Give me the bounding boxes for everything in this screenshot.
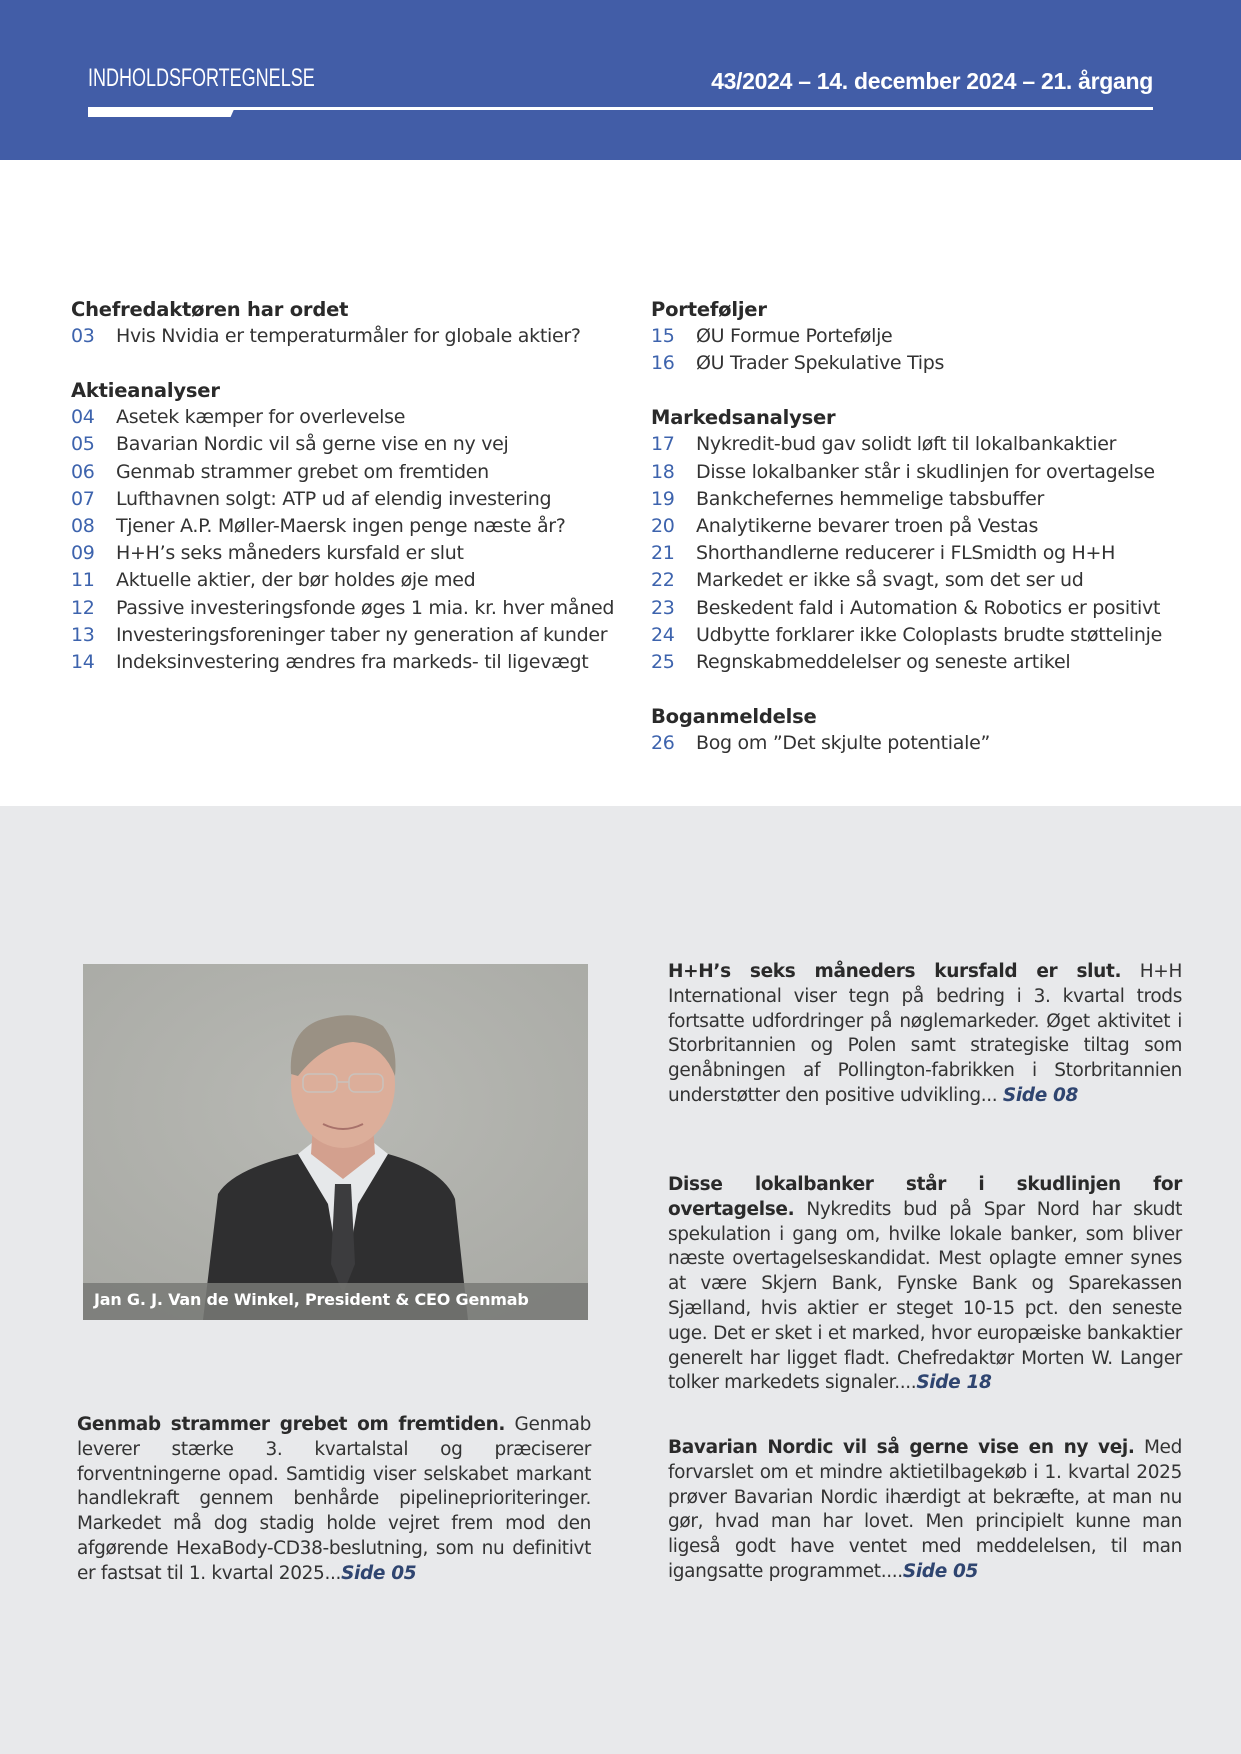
toc-item-title: Passive investeringsfonde øges 1 mia. kr. hver måned — [116, 596, 615, 619]
toc-page-number: 06 — [71, 460, 95, 483]
article-headline: Genmab strammer grebet om fremtiden. — [77, 1414, 506, 1435]
header-divider — [88, 107, 1153, 110]
toc-item[interactable] — [651, 730, 1211, 757]
toc-item[interactable] — [651, 595, 1211, 622]
toc-section-aktieanalyser — [71, 377, 631, 676]
page-reference-link[interactable]: Side 05 — [341, 1562, 417, 1584]
page-reference-link[interactable]: Side 18 — [916, 1372, 992, 1394]
toc-page-number: 09 — [71, 542, 95, 565]
toc-page-number: 07 — [71, 487, 95, 510]
page-title: INDHOLDSFORTEGNELSE — [88, 64, 315, 92]
toc-item[interactable] — [71, 540, 631, 567]
toc-page-number: 19 — [651, 487, 675, 510]
toc-item-title: Tjener A.P. Møller-Maersk ingen penge næste år? — [116, 515, 566, 538]
toc-item-title: Lufthavnen solgt: ATP ud af elendig investering — [116, 487, 552, 510]
toc-item-title: Analytikerne bevarer troen på Vestas — [696, 515, 1039, 538]
page-header — [0, 0, 1241, 160]
toc-item-title: Regnskabmeddelelser og seneste artikel — [696, 651, 1071, 674]
toc-page-number: 18 — [651, 460, 675, 483]
toc-page-number: 13 — [71, 623, 95, 646]
page-reference-link[interactable]: Side 05 — [902, 1560, 979, 1582]
person-portrait-icon — [83, 964, 588, 1320]
toc-item[interactable] — [71, 323, 631, 350]
toc-section-markedsanalyser — [651, 404, 1211, 676]
toc-item[interactable] — [651, 622, 1211, 649]
article-teaser-lokalbanker[interactable] — [668, 1173, 1182, 1396]
toc-page-number: 25 — [651, 651, 675, 674]
toc-item[interactable] — [71, 513, 631, 540]
toc-item[interactable] — [651, 649, 1211, 676]
photo-caption: Jan G. J. Van de Winkel, President & CEO Genmab — [94, 1290, 529, 1309]
toc-right-column — [651, 296, 1211, 784]
toc-page-number: 24 — [651, 623, 675, 646]
toc-item[interactable] — [71, 431, 631, 458]
toc-item-title: Asetek kæmper for overlevelse — [116, 406, 406, 429]
toc-item[interactable] — [651, 323, 1211, 350]
toc-page-number: 21 — [651, 542, 675, 565]
toc-item[interactable] — [651, 350, 1211, 377]
toc-item-title: Shorthandlerne reducerer i FLSmidth og H+H — [696, 542, 1116, 565]
toc-item[interactable] — [71, 459, 631, 486]
toc-page-number: 20 — [651, 515, 675, 538]
toc-section-heading: Chefredaktøren har ordet — [71, 298, 349, 321]
article-summary: Genmab leverer stærke 3. kvartalstal og præciserer forventningerne opad. Samtidig viser selskabet markant handlekraft gennem benhårde pipelineprioriteringer. Markedet må dog stadig holde vejret frem mod den afgørende HexaBody-CD38-beslutning, som nu definitivt er fastsat til 1. kvartal 2025... — [77, 1414, 591, 1584]
toc-item[interactable] — [651, 540, 1211, 567]
toc-item[interactable] — [651, 431, 1211, 458]
article-teaser-bavarian-nordic[interactable] — [668, 1436, 1182, 1585]
header-divider-accent — [88, 107, 235, 117]
article-teaser-hh[interactable] — [668, 960, 1182, 1109]
toc-section-heading: Aktieanalyser — [71, 379, 220, 403]
article-teaser-genmab[interactable] — [77, 1413, 591, 1587]
toc-section-chefredaktoren — [71, 296, 631, 350]
article-summary: Nykredits bud på Spar Nord har skudt spekulation i gang om, hvilke lokale banker, som bliver næste overtagelseskandidat. Mest oplagte emner synes at være Skjern Bank, Fynske Bank og Sparekassen Sjælland, hvis aktier er steget 10-15 pct. den seneste uge. Det er sket i et marked, hvor europæiske bankaktier generelt har ligget fladt. Chefredaktør Morten W. Langer tolker markedets signaler.... — [668, 1198, 1182, 1394]
toc-section-boganmeldelse — [651, 703, 1211, 757]
portrait-photo — [83, 964, 588, 1320]
toc-item[interactable] — [651, 459, 1211, 486]
toc-item[interactable] — [71, 486, 631, 513]
page-reference-link[interactable]: Side 08 — [1002, 1084, 1079, 1106]
toc-left-column — [71, 296, 631, 703]
toc-item-title: Bog om ”Det skjulte potentiale” — [696, 732, 991, 755]
article-headline: H+H’s seks måneders kursfald er slut. — [668, 961, 1122, 982]
toc-page-number: 05 — [71, 433, 95, 456]
article-headline: Bavarian Nordic vil så gerne vise en ny vej. — [668, 1437, 1135, 1458]
toc-page-number: 14 — [71, 651, 95, 674]
toc-page-number: 15 — [651, 325, 675, 347]
toc-section-heading: Boganmeldelse — [651, 705, 817, 729]
toc-page-number: 12 — [71, 596, 95, 619]
toc-page-number: 08 — [71, 515, 95, 538]
toc-item-title: Disse lokalbanker står i skudlinjen for overtagelse — [696, 460, 1155, 483]
toc-item-title: Indeksinvestering ændres fra markeds- til ligevægt — [116, 651, 589, 674]
toc-item-title: Aktuelle aktier, der bør holdes øje med — [116, 569, 476, 592]
toc-item[interactable] — [71, 595, 631, 622]
toc-item-title: Hvis Nvidia er temperaturmåler for globale aktier? — [116, 325, 581, 347]
toc-section-heading: Porteføljer — [651, 298, 767, 321]
toc-page-number: 04 — [71, 406, 95, 429]
toc-item[interactable] — [71, 622, 631, 649]
article-summary: H+H International viser tegn på bedring i 3. kvartal trods fortsatte udfordringer på nøglemarkeder. Øget aktivitet i Storbritannien og Polen samt strategiske tiltag som genåbningen af Pollington-fabrikken i Storbritannien understøtter den positive udvikling... — [668, 961, 1183, 1106]
toc-item[interactable] — [71, 649, 631, 676]
toc-item-title: ØU Trader Spekulative Tips — [696, 352, 945, 375]
toc-item-title: Beskedent fald i Automation & Robotics er positivt — [696, 596, 1161, 619]
toc-item-title: Nykredit-bud gav solidt løft til lokalbankaktier — [696, 433, 1117, 456]
toc-page-number: 26 — [651, 732, 675, 755]
toc-item-title: Genmab strammer grebet om fremtiden — [116, 460, 489, 483]
toc-item-title: Bankchefernes hemmelige tabsbuffer — [696, 487, 1045, 510]
toc-item[interactable] — [651, 486, 1211, 513]
toc-item[interactable] — [71, 404, 631, 431]
toc-page-number: 23 — [651, 596, 675, 619]
toc-item-title: H+H’s seks måneders kursfald er slut — [116, 542, 464, 565]
toc-item-title: Udbytte forklarer ikke Coloplasts brudte støttelinje — [696, 623, 1162, 646]
toc-item[interactable] — [651, 513, 1211, 540]
toc-section-heading: Markedsanalyser — [651, 406, 836, 430]
toc-page-number: 16 — [651, 352, 675, 375]
toc-page-number: 22 — [651, 569, 675, 592]
issue-info: 43/2024 – 14. december 2024 – 21. årgang — [711, 68, 1153, 94]
toc-item-title: ØU Formue Portefølje — [696, 325, 893, 347]
toc-item[interactable] — [651, 567, 1211, 594]
article-summary: Med forvarslet om et mindre aktietilbagekøb i 1. kvartal 2025 prøver Bavarian Nordic ihærdigt at bekræfte, at man nu gør, hvad man har lovet. Men principielt kunne man ligeså godt have ventet med meddelelsen, til man igangsatte programmet.... — [668, 1437, 1182, 1582]
article-headline: Disse lokalbanker står i skudlinjen for overtagelse. — [668, 1174, 1182, 1220]
toc-item-title: Investeringsforeninger taber ny generation af kunder — [116, 623, 608, 646]
toc-page-number: 17 — [651, 433, 675, 456]
toc-item[interactable] — [71, 567, 631, 594]
toc-section-portefoljer — [651, 296, 1211, 377]
toc-item-title: Markedet er ikke så svagt, som det ser ud — [696, 569, 1084, 592]
toc-item-title: Bavarian Nordic vil så gerne vise en ny vej — [116, 433, 509, 456]
photo-caption-bar — [83, 1283, 588, 1320]
toc-page-number: 03 — [71, 325, 95, 347]
toc-page-number: 11 — [71, 569, 95, 592]
